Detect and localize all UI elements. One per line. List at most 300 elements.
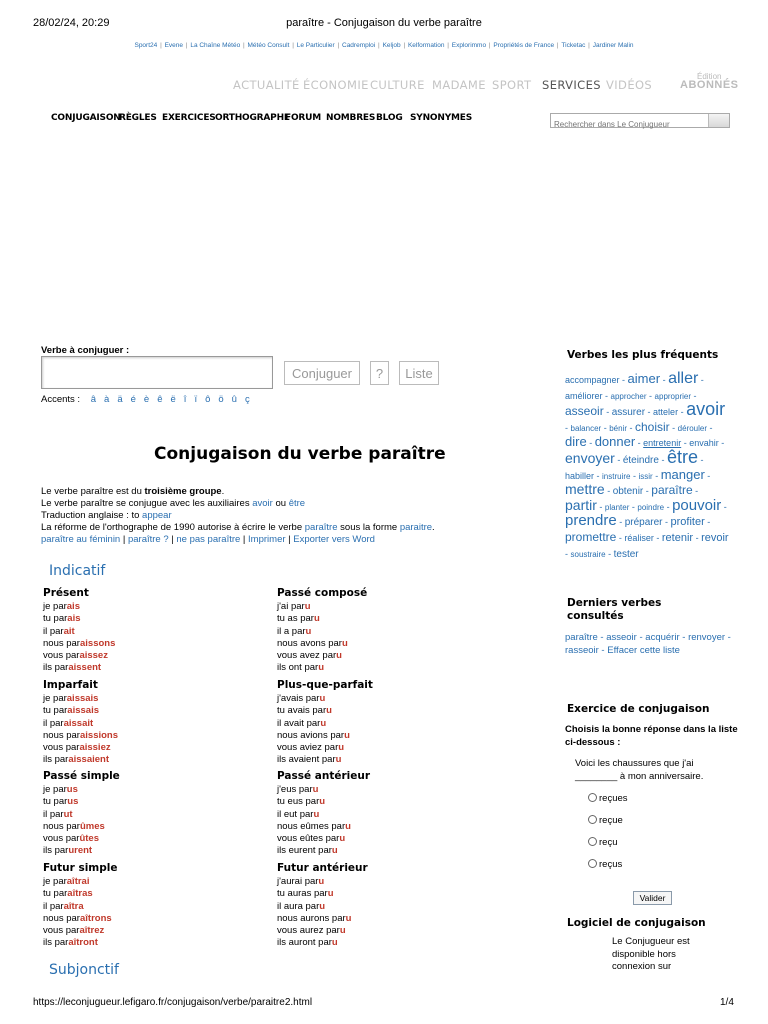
info-text: Le verbe paraître se conjugue avec les auxiliaires [41, 498, 253, 509]
conjugation-line [43, 876, 117, 888]
conjugation-line [43, 784, 120, 796]
mood-subjonctif: Subjonctif [49, 962, 119, 978]
recent-verb-link[interactable]: asseoir [606, 632, 637, 643]
separator: | [290, 42, 296, 49]
verb-ending: aîtra [63, 900, 84, 912]
info-reform [41, 522, 435, 535]
conjugation-line [43, 718, 118, 730]
radio-icon[interactable] [588, 815, 597, 824]
action-link[interactable]: paraître au féminin [41, 534, 121, 545]
cloud-verb-link[interactable]: donner [594, 434, 636, 450]
conjugation-line [277, 638, 367, 650]
separator: | [168, 534, 177, 545]
verb-ending: aissions [79, 729, 119, 741]
cloud-verb-link[interactable]: avoir [686, 399, 726, 420]
figaro-nav-services[interactable]: SERVICES [542, 78, 601, 92]
question-text: à mon anniversaire. [617, 770, 704, 782]
conjugation-line [277, 833, 370, 845]
cloud-verb-link[interactable]: soustraire [570, 549, 606, 559]
cloud-verb-link[interactable]: envahir [689, 438, 719, 449]
accent-key[interactable]: ë [170, 394, 176, 405]
verb-stem: il avait par [277, 717, 321, 729]
conjugation-line [43, 845, 120, 857]
verb-stem: il aura par [277, 900, 320, 912]
separator: - [598, 644, 608, 656]
separator: | [555, 42, 561, 49]
separator: | [240, 534, 249, 545]
cloud-verb-link[interactable]: réaliser [624, 532, 654, 543]
cloud-verb-link[interactable]: être [666, 446, 698, 467]
verb-stem: il a par [277, 625, 306, 637]
separator: - [718, 438, 725, 449]
conjugation-line [277, 742, 373, 754]
verb-stem: vous par [43, 833, 80, 845]
separator: - [603, 407, 612, 418]
partner-link[interactable]: Sport24 [134, 42, 158, 49]
verb-stem: j'eus par [277, 784, 313, 795]
conjugation-line [43, 638, 115, 650]
option-recue[interactable] [588, 815, 623, 826]
separator: - [721, 501, 727, 512]
site-search [550, 113, 730, 128]
cloud-verb-link[interactable]: entretenir [643, 438, 682, 449]
software-text: Le Conjugueur est disponible hors connexion sur [612, 936, 690, 972]
tense-name: Plus-que-parfait [277, 679, 373, 691]
cloud-verb-link[interactable]: dire [565, 434, 587, 450]
nav-orthographe[interactable]: ORTHOGRAPHE [215, 113, 290, 123]
tense-imparfait [43, 679, 118, 767]
partner-link[interactable]: La Chaîne Météo [190, 42, 241, 49]
liste-button[interactable]: Liste [399, 361, 439, 385]
verb-stem: tu par [43, 613, 68, 625]
verb-stem: vous aurez par [277, 925, 340, 937]
accent-key[interactable]: â [90, 394, 97, 405]
radio-icon[interactable] [588, 793, 597, 802]
partner-link[interactable]: Cadremploi [342, 42, 376, 49]
figaro-nav-videos[interactable]: VIDÉOS [606, 78, 653, 92]
partner-link[interactable]: Keljob [382, 42, 401, 49]
nav-synonymes[interactable]: SYNONYMES [410, 113, 473, 123]
cloud-verb-link[interactable]: issir [638, 471, 653, 481]
print-page-title: paraître - Conjugaison du verbe paraître [286, 17, 482, 29]
tense-futur-simple [43, 862, 117, 950]
separator: - [704, 470, 711, 481]
nav-exercices[interactable]: EXERCICES [162, 113, 216, 123]
conjugation-line [43, 809, 120, 821]
separator: - [679, 632, 689, 643]
verb-ending: aissais [67, 705, 99, 717]
cloud-verb-link[interactable]: améliorer [565, 390, 603, 401]
tense-name: Passé antérieur [277, 770, 371, 782]
cloud-verb-link[interactable]: instruire [602, 471, 631, 481]
separator: - [698, 375, 704, 385]
verb-stem: il eut par [277, 808, 314, 820]
verb-ending: ait [63, 625, 75, 637]
reform-verb-link[interactable]: paraitre [399, 522, 433, 533]
option-recus[interactable] [588, 859, 622, 870]
verb-stem: j'avais par [277, 693, 320, 704]
separator: - [602, 390, 611, 401]
verb-stem: il par [43, 808, 64, 820]
conjugation-line [277, 718, 373, 730]
cloud-verb-link[interactable]: manger [660, 466, 705, 482]
verb-ending: u [305, 625, 312, 637]
verb-stem: vous aviez par [277, 742, 339, 754]
search-button[interactable] [708, 114, 729, 127]
partner-link[interactable]: Explorimmo [451, 42, 487, 49]
action-link[interactable]: ne pas paraître [176, 534, 241, 545]
conjugation-line [43, 796, 120, 808]
radio-icon[interactable] [588, 859, 597, 868]
conjugation-line [277, 821, 370, 833]
clear-list-link[interactable]: Effacer cette liste [607, 644, 680, 656]
verb-stem: tu eus par [277, 796, 320, 808]
verb-ending: u [335, 754, 342, 766]
separator: - [645, 407, 654, 418]
verb-ending: u [339, 925, 346, 937]
conjugation-line [43, 821, 120, 833]
verb-ending: aissiez [79, 742, 111, 754]
conjugation-line [277, 662, 367, 674]
recent-verb-link[interactable]: renvoyer [688, 632, 726, 643]
search-input[interactable] [551, 119, 704, 131]
separator: - [630, 470, 639, 481]
action-link[interactable]: paraître ? [127, 534, 169, 545]
figaro-nav-culture[interactable]: CULTURE [370, 78, 425, 92]
option-label: reçues [599, 793, 628, 804]
verb-stem: vous par [43, 650, 80, 662]
cloud-verb-link[interactable]: préparer [624, 517, 663, 529]
action-link[interactable]: Imprimer [248, 534, 286, 545]
tense-present [43, 587, 115, 675]
exercise-question [575, 758, 745, 783]
separator: | [184, 42, 190, 49]
cloud-verb-link[interactable]: aimer [627, 371, 661, 386]
separator: | [158, 42, 164, 49]
separator: - [652, 470, 661, 481]
cloud-verb-link[interactable]: partir [565, 496, 597, 513]
partner-link[interactable]: Météo Consult [247, 42, 290, 49]
option-label: reçue [599, 815, 623, 826]
figaro-nav-economie[interactable]: ÉCONOMIE [303, 78, 369, 92]
info-text: Le verbe paraître est du [41, 486, 145, 497]
separator: - [616, 517, 625, 528]
verb-stem: tu par [43, 705, 68, 717]
verb-ending: aîtront [68, 937, 98, 949]
verb-stem: tu avais par [277, 705, 327, 717]
tense-futur-anterieur [277, 862, 368, 950]
separator: - [662, 517, 671, 528]
nav-forum[interactable]: FORUM [285, 113, 321, 123]
exercise-title: Exercice de conjugaison [567, 703, 710, 715]
accent-key[interactable]: ç [244, 394, 250, 405]
accents-label: Accents : [41, 394, 81, 405]
verb-ending: ûtes [79, 833, 99, 845]
cloud-verb-link[interactable]: retenir [661, 531, 694, 544]
separator: - [586, 438, 595, 449]
verb-ending: u [318, 662, 324, 674]
verb-ending: urent [68, 845, 93, 857]
verb-ending: ais [66, 601, 80, 612]
cloud-verb-link[interactable]: choisir [634, 419, 670, 434]
accent-key[interactable]: î [183, 394, 187, 405]
verb-ending: u [338, 742, 345, 754]
figaro-nav-actualite[interactable]: ACTUALITÉ [233, 78, 300, 92]
figaro-nav-madame[interactable]: MADAME [432, 78, 486, 92]
separator: - [565, 422, 571, 433]
action-links [41, 534, 375, 547]
separator: - [704, 517, 711, 528]
verb-stem: je par [43, 876, 67, 887]
radio-icon[interactable] [588, 837, 597, 846]
partner-link[interactable]: Jardiner Malin [592, 42, 634, 49]
separator: | [285, 534, 294, 545]
verb-stem: ils eurent par [277, 845, 332, 857]
verb-ending: u [319, 900, 326, 912]
conjugation-line [277, 876, 368, 888]
accent-key[interactable]: ä [117, 394, 123, 405]
nav-regles[interactable]: RÈGLES [119, 113, 157, 123]
cloud-verb-link[interactable]: bénir [609, 423, 627, 433]
info-auxiliaries [41, 498, 305, 511]
print-url: https://leconjugueur.lefigaro.fr/conjugaison/verbe/paraitre2.html [33, 997, 313, 1008]
verb-ending: us [66, 784, 78, 795]
conjugation-line [43, 601, 115, 613]
tense-name: Présent [43, 587, 89, 599]
avoir-link[interactable]: avoir [252, 498, 273, 509]
verb-stem: nous par [43, 729, 80, 741]
conjuguer-button[interactable]: Conjuguer [284, 361, 360, 385]
cloud-verb-link[interactable]: poindre [637, 502, 665, 512]
separator: - [594, 470, 603, 481]
separator: - [626, 422, 635, 433]
nav-conjugaison[interactable]: CONJUGAISON [51, 113, 121, 123]
conjugation-line [277, 796, 370, 808]
cloud-verb-link[interactable]: aller [668, 370, 699, 387]
verb-stem: ils par [43, 845, 69, 857]
print-page-number: 1/4 [720, 997, 734, 1008]
separator: | [401, 42, 407, 49]
option-recu[interactable] [588, 837, 617, 848]
separator: - [681, 438, 690, 449]
separator: - [565, 548, 571, 559]
conjugation-line [43, 730, 118, 742]
verb-ending: aîtrons [79, 912, 112, 924]
partner-link[interactable]: Ticketac [561, 42, 586, 49]
cloud-verb-link[interactable]: planter [604, 502, 630, 512]
cloud-verb-link[interactable]: accompagner [565, 375, 620, 385]
verb-ending: us [67, 796, 79, 808]
verb-ending: u [318, 876, 325, 887]
verb-ending: aîtrai [66, 876, 90, 887]
cloud-verb-link[interactable]: obtenir [612, 486, 644, 498]
option-label: reçu [599, 837, 618, 848]
separator: - [616, 532, 625, 543]
accent-key[interactable]: û [231, 394, 237, 405]
tense-passe-compose [277, 587, 367, 675]
verb-ending: u [331, 937, 338, 949]
info-text: . [221, 486, 225, 497]
action-link[interactable]: Exporter vers Word [293, 534, 375, 545]
conjugation-line [43, 833, 120, 845]
conjugation-line [277, 901, 368, 913]
separator: - [629, 501, 638, 512]
verb-ending: aissent [68, 662, 102, 674]
partner-link[interactable]: Kelformation [407, 42, 445, 49]
verb-ending: ais [67, 613, 81, 625]
separator: - [653, 532, 662, 543]
separator: - [697, 454, 704, 465]
conjugation-line [43, 705, 118, 717]
verb-ending: u [345, 820, 351, 832]
cloud-verb-link[interactable]: habiller [565, 470, 595, 481]
cloud-verb-link[interactable]: prendre [565, 512, 617, 530]
cloud-verb-link[interactable]: profiter [670, 516, 705, 529]
separator: - [614, 454, 623, 465]
cloud-verb-link[interactable]: revoir [701, 531, 729, 544]
verb-stem: vous par [43, 925, 80, 937]
group-name: troisième groupe [144, 486, 222, 497]
verb-ending: u [331, 845, 338, 857]
separator: - [691, 390, 697, 401]
separator: - [658, 454, 667, 465]
figaro-nav-sport[interactable]: SPORT [492, 78, 532, 92]
verb-ending: u [319, 693, 326, 704]
accent-key[interactable]: ï [194, 394, 198, 405]
verb-cloud [565, 372, 730, 561]
info-text: . [432, 522, 435, 533]
cloud-verb-link[interactable]: dérouler [677, 423, 708, 433]
verb-ending: aissait [63, 717, 94, 729]
separator: - [605, 548, 614, 559]
tense-name: Futur antérieur [277, 862, 368, 874]
nav-nombres[interactable]: NOMBRES [326, 113, 376, 123]
exercise-instructions: Choisis la bonne réponse dans la liste ci-dessous : [565, 724, 738, 748]
partner-link[interactable]: Le Particulier [296, 42, 335, 49]
info-group [41, 486, 224, 499]
accent-key[interactable]: ô [205, 394, 211, 405]
verb-stem: nous par [43, 637, 80, 649]
separator: - [669, 422, 678, 433]
verb-stem: nous avons par [277, 637, 342, 649]
verb-ending: u [313, 808, 320, 820]
cloud-verb-link[interactable]: mettre [565, 481, 605, 498]
verb-ending: u [313, 613, 320, 625]
valider-button[interactable]: Valider [633, 891, 672, 905]
verb-ending: aîtrez [79, 925, 105, 937]
conjugation-line [43, 901, 117, 913]
page-title: Conjugaison du verbe paraître [154, 444, 446, 464]
verb-stem: vous par [43, 742, 80, 754]
cloud-verb-link[interactable]: tester [613, 548, 639, 560]
separator: - [604, 486, 613, 497]
cloud-verb-link[interactable]: balancer [570, 423, 602, 433]
cloud-verb-link[interactable]: approprier [654, 391, 692, 401]
tense-passe-simple [43, 770, 120, 858]
accent-key[interactable]: è [143, 394, 150, 405]
verb-stem: je par [43, 784, 67, 795]
verb-stem: nous aurons par [277, 912, 346, 924]
help-button[interactable]: ? [370, 361, 389, 385]
edition-abonnes-link[interactable] [680, 72, 739, 90]
nav-blog[interactable]: BLOG [376, 113, 403, 123]
verb-stem: ils par [43, 662, 69, 674]
verb-input[interactable] [41, 356, 273, 389]
translation-link[interactable]: appear [142, 510, 172, 521]
separator: | [120, 534, 128, 545]
abonnes-label: ABONNÉS [680, 79, 739, 91]
verb-stem: nous par [43, 912, 80, 924]
verb-link[interactable]: paraître [304, 522, 338, 533]
verb-stem: je par [43, 693, 67, 704]
conjugation-line [43, 613, 115, 625]
cloud-verb-link[interactable]: envoyer [565, 449, 615, 466]
info-translation [41, 510, 172, 523]
accent-key[interactable]: à [104, 394, 110, 405]
software-title: Logiciel de conjugaison [567, 917, 706, 929]
cloud-verb-link[interactable]: atteler [653, 407, 679, 418]
cloud-verb-link[interactable]: pouvoir [672, 496, 722, 514]
separator: - [635, 438, 644, 449]
accents-bar [41, 394, 250, 405]
partner-link[interactable]: Propriétés de France [493, 42, 555, 49]
conjugation-line [277, 937, 368, 949]
verb-stem: tu auras par [277, 888, 328, 900]
conjugation-line [43, 742, 118, 754]
cloud-verb-link[interactable]: paraître [651, 483, 693, 498]
separator: - [660, 375, 669, 385]
separator: | [241, 42, 247, 49]
separator: - [601, 422, 610, 433]
accent-key[interactable]: ö [218, 394, 224, 405]
verb-ending: ûmes [79, 820, 105, 832]
accent-key[interactable]: é [130, 394, 136, 405]
print-datetime: 28/02/24, 20:29 [33, 17, 110, 29]
accent-key[interactable]: ê [157, 394, 163, 405]
separator: | [376, 42, 382, 49]
cloud-verb-link[interactable]: promettre [565, 529, 617, 544]
recent-verb-link[interactable]: acquérir [645, 632, 680, 643]
cloud-verb-link[interactable]: approcher [610, 391, 647, 401]
recent-verb-link[interactable]: paraître [565, 632, 598, 643]
etre-link[interactable]: être [288, 498, 306, 509]
conjugation-line [277, 705, 373, 717]
cloud-verb-link[interactable]: asseoir [565, 404, 604, 419]
conjugation-line [43, 662, 115, 674]
tense-plus-que-parfait [277, 679, 373, 767]
conjugation-line [277, 693, 373, 705]
option-recues[interactable] [588, 793, 628, 804]
cloud-verb-link[interactable]: éteindre [622, 454, 659, 466]
verb-ending: aîtras [67, 888, 93, 900]
verb-ending: u [312, 784, 319, 795]
conjugation-line [277, 650, 367, 662]
conjugation-line [277, 730, 373, 742]
edition-label: Édition [697, 72, 722, 81]
verb-ending: aissaient [68, 754, 110, 766]
conjugation-line [277, 888, 368, 900]
cloud-verb-link[interactable]: assurer [611, 407, 646, 419]
separator: | [445, 42, 451, 49]
verb-stem: il par [43, 717, 64, 729]
recent-verb-link[interactable]: rasseoir [565, 644, 599, 656]
conjugation-line [277, 754, 373, 766]
verb-stem: j'ai par [277, 601, 305, 612]
frequent-verbs-title: Verbes les plus fréquents [567, 349, 719, 361]
separator: - [636, 632, 646, 643]
info-text: Traduction anglaise : to [41, 510, 143, 521]
partner-link[interactable]: Evene [164, 42, 184, 49]
